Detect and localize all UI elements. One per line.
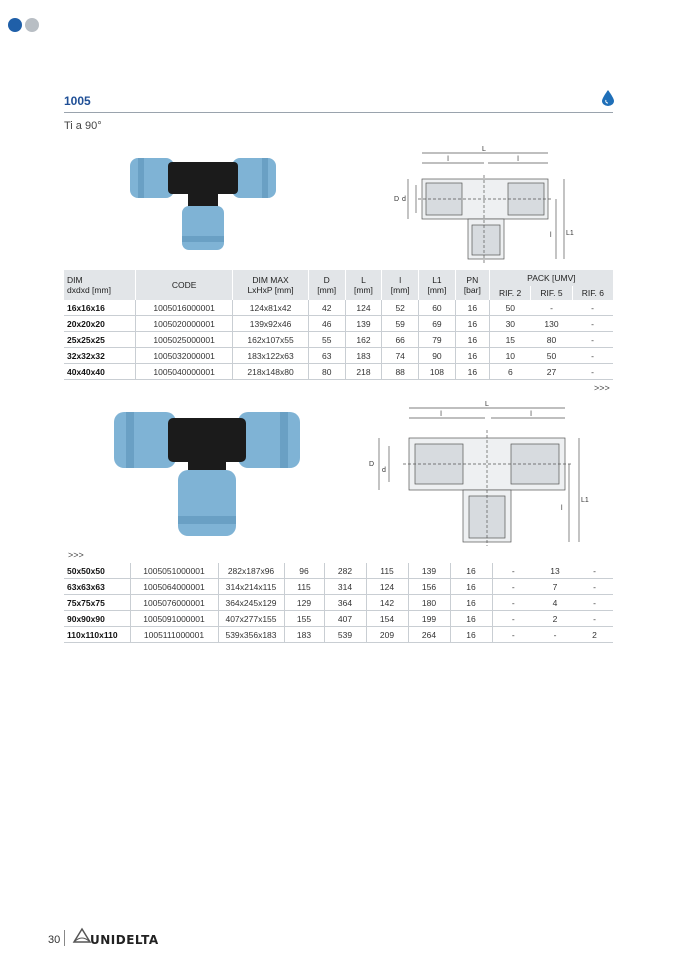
drawing-label-D: D <box>394 196 400 203</box>
drawing2-label-l-vertical: l <box>561 505 563 512</box>
col-PN: PN [bar] <box>455 270 489 300</box>
code-cell: 1005040000001 <box>136 364 233 380</box>
code-cell: 1005032000001 <box>136 348 233 364</box>
drawing2-label-L1: L1 <box>581 497 589 504</box>
value-cell: - <box>576 611 613 627</box>
value-cell: 130 <box>531 316 572 332</box>
code-cell: 1005091000001 <box>130 611 218 627</box>
value-cell: 539x356x183 <box>218 627 284 643</box>
value-cell: 7 <box>534 579 576 595</box>
value-cell: 10 <box>489 348 530 364</box>
value-cell: 142 <box>366 595 408 611</box>
value-cell: 183 <box>284 627 324 643</box>
value-cell: 183 <box>345 348 382 364</box>
value-cell: - <box>572 316 613 332</box>
value-cell: - <box>572 300 613 316</box>
value-cell: 59 <box>382 316 419 332</box>
drawing2-label-D: D <box>369 461 375 468</box>
drawing-label-l-right: l <box>517 156 519 163</box>
dim-cell: 63x63x63 <box>64 579 130 595</box>
tee-fitting-photo-large <box>112 408 302 538</box>
value-cell: 16 <box>455 364 489 380</box>
table-row <box>64 595 613 611</box>
value-cell: 199 <box>408 611 450 627</box>
value-cell: 139x92x46 <box>233 316 309 332</box>
value-cell: - <box>572 348 613 364</box>
drawing2-label-d: d <box>382 467 386 474</box>
code-cell: 1005020000001 <box>136 316 233 332</box>
value-cell: 218x148x80 <box>233 364 309 380</box>
col-rif6: RIF. 6 <box>572 286 613 300</box>
value-cell: - <box>572 332 613 348</box>
code-cell: 1005064000001 <box>130 579 218 595</box>
table-row <box>64 332 613 348</box>
value-cell: 124 <box>345 300 382 316</box>
value-cell: 16 <box>450 579 492 595</box>
value-cell: - <box>576 563 613 579</box>
value-cell: 52 <box>382 300 419 316</box>
title-rule <box>64 112 613 113</box>
value-cell: 16 <box>455 300 489 316</box>
value-cell: 16 <box>450 627 492 643</box>
value-cell: 16 <box>450 595 492 611</box>
value-cell: 15 <box>489 332 530 348</box>
value-cell: 139 <box>408 563 450 579</box>
table-row <box>64 348 613 364</box>
value-cell: 79 <box>419 332 456 348</box>
value-cell: 155 <box>284 611 324 627</box>
value-cell: 108 <box>419 364 456 380</box>
code-cell: 1005016000001 <box>136 300 233 316</box>
table-row <box>64 300 613 316</box>
value-cell: 27 <box>531 364 572 380</box>
dim-cell: 32x32x32 <box>64 348 136 364</box>
value-cell: 314 <box>324 579 366 595</box>
value-cell: 16 <box>450 611 492 627</box>
value-cell: - <box>492 595 534 611</box>
value-cell: 80 <box>308 364 345 380</box>
value-cell: 539 <box>324 627 366 643</box>
value-cell: 162 <box>345 332 382 348</box>
value-cell: 364 <box>324 595 366 611</box>
value-cell: 88 <box>382 364 419 380</box>
value-cell: - <box>492 563 534 579</box>
tee-technical-drawing-small <box>388 145 588 265</box>
drawing-label-L: L <box>482 146 486 153</box>
value-cell: 60 <box>419 300 456 316</box>
value-cell: 50 <box>531 348 572 364</box>
footer-divider <box>64 930 65 946</box>
value-cell: 407 <box>324 611 366 627</box>
code-cell: 1005025000001 <box>136 332 233 348</box>
value-cell: 407x277x155 <box>218 611 284 627</box>
value-cell: - <box>531 300 572 316</box>
dim-cell: 75x75x75 <box>64 595 130 611</box>
value-cell: 156 <box>408 579 450 595</box>
value-cell: - <box>576 579 613 595</box>
col-L1: L1 [mm] <box>419 270 456 300</box>
value-cell: 46 <box>308 316 345 332</box>
drawing2-label-l-right: l <box>530 411 532 418</box>
value-cell: 209 <box>366 627 408 643</box>
drawing-label-l-vertical: l <box>550 232 552 239</box>
value-cell: 16 <box>455 348 489 364</box>
col-dimmax: DIM MAX LxHxP [mm] <box>233 270 309 300</box>
table-row <box>64 563 613 579</box>
drawing2-label-L: L <box>485 401 489 408</box>
value-cell: 162x107x55 <box>233 332 309 348</box>
code-cell: 1005051000001 <box>130 563 218 579</box>
value-cell: - <box>492 611 534 627</box>
value-cell: 6 <box>489 364 530 380</box>
value-cell: 314x214x115 <box>218 579 284 595</box>
product-code-title: 1005 <box>64 94 91 108</box>
water-drop-icon <box>602 90 614 106</box>
dim-cell: 25x25x25 <box>64 332 136 348</box>
value-cell: 69 <box>419 316 456 332</box>
dim-cell: 50x50x50 <box>64 563 130 579</box>
drawing2-label-l-left: l <box>440 411 442 418</box>
drawing-label-L1: L1 <box>566 230 574 237</box>
blue-dot <box>8 18 22 32</box>
value-cell: - <box>492 579 534 595</box>
dim-cell: 40x40x40 <box>64 364 136 380</box>
value-cell: 264 <box>408 627 450 643</box>
value-cell: - <box>576 595 613 611</box>
value-cell: 2 <box>534 611 576 627</box>
col-pack: PACK [UMV] <box>489 270 613 286</box>
code-cell: 1005111000001 <box>130 627 218 643</box>
value-cell: 282 <box>324 563 366 579</box>
value-cell: 50 <box>489 300 530 316</box>
table-row <box>64 364 613 380</box>
value-cell: 115 <box>284 579 324 595</box>
value-cell: - <box>534 627 576 643</box>
value-cell: 183x122x63 <box>233 348 309 364</box>
value-cell: 13 <box>534 563 576 579</box>
value-cell: 364x245x129 <box>218 595 284 611</box>
value-cell: 124 <box>366 579 408 595</box>
value-cell: 16 <box>455 316 489 332</box>
dim-cell: 110x110x110 <box>64 627 130 643</box>
grey-dot <box>25 18 39 32</box>
table-row <box>64 611 613 627</box>
page-number: 30 <box>48 934 61 946</box>
value-cell: 55 <box>308 332 345 348</box>
value-cell: 63 <box>308 348 345 364</box>
dim-cell: 90x90x90 <box>64 611 130 627</box>
col-dim: DIM dxdxd [mm] <box>64 270 136 300</box>
drawing-label-l-left: l <box>447 156 449 163</box>
col-L: L [mm] <box>345 270 382 300</box>
value-cell: 4 <box>534 595 576 611</box>
value-cell: 124x81x42 <box>233 300 309 316</box>
code-cell: 1005076000001 <box>130 595 218 611</box>
value-cell: 90 <box>419 348 456 364</box>
value-cell: 80 <box>531 332 572 348</box>
value-cell: 129 <box>284 595 324 611</box>
col-rif2: RIF. 2 <box>489 286 530 300</box>
table-row <box>64 316 613 332</box>
value-cell: 74 <box>382 348 419 364</box>
value-cell: 30 <box>489 316 530 332</box>
col-l: l [mm] <box>382 270 419 300</box>
product-subtitle: Ti a 90° <box>64 120 102 132</box>
continue-marker-bottom: >>> <box>68 550 84 560</box>
tee-technical-drawing-large <box>365 400 595 550</box>
value-cell: 139 <box>345 316 382 332</box>
value-cell: 282x187x96 <box>218 563 284 579</box>
drawing-label-d: d <box>402 196 406 203</box>
value-cell: 180 <box>408 595 450 611</box>
value-cell: 42 <box>308 300 345 316</box>
col-code: CODE <box>136 270 233 300</box>
tee-fitting-photo-small <box>128 152 278 252</box>
col-rif5: RIF. 5 <box>531 286 572 300</box>
specs-table-2 <box>64 563 613 643</box>
value-cell: 16 <box>450 563 492 579</box>
table-row <box>64 627 613 643</box>
specs-table-1 <box>64 270 613 380</box>
col-D: D [mm] <box>308 270 345 300</box>
value-cell: - <box>572 364 613 380</box>
value-cell: 154 <box>366 611 408 627</box>
dim-cell: 20x20x20 <box>64 316 136 332</box>
value-cell: - <box>492 627 534 643</box>
value-cell: 96 <box>284 563 324 579</box>
dim-cell: 16x16x16 <box>64 300 136 316</box>
continue-marker-top: >>> <box>594 383 610 393</box>
value-cell: 16 <box>455 332 489 348</box>
table-row <box>64 579 613 595</box>
value-cell: 115 <box>366 563 408 579</box>
brand-logo-text: UNIDELTA <box>90 933 159 947</box>
value-cell: 2 <box>576 627 613 643</box>
value-cell: 66 <box>382 332 419 348</box>
value-cell: 218 <box>345 364 382 380</box>
unidelta-logo-icon <box>72 926 92 946</box>
